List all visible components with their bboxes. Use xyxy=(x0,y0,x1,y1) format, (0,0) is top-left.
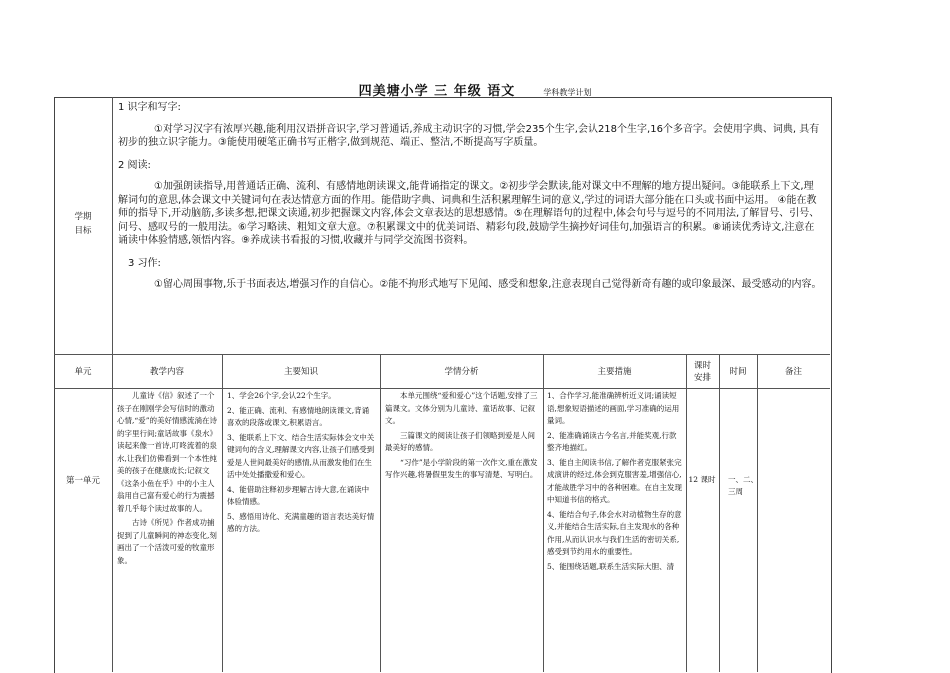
student-analysis: 本单元围绕“爱和爱心”这个话题,安排了三篇课文。文体分别为儿童诗、童话故事、记叙文。 三篇课文的阅读让孩子们领略到爱是人间最美好的感情。 “习作”是小学阶段的第一次作文,重在激发写作兴趣,将暑假里发生的事写清楚、写明白。 xyxy=(385,391,538,479)
grid-line xyxy=(380,354,381,672)
grid-line xyxy=(54,354,830,355)
grid-line xyxy=(686,354,687,672)
header-hours: 课时 安排 xyxy=(693,360,711,383)
literacy-heading: 1 识字和写字: xyxy=(118,102,181,113)
grid-line xyxy=(543,354,544,672)
goals-label: 学期 目标 xyxy=(74,212,92,236)
main-measures: 1、合作学习,能准确辨析近义词;诵读短语,想象短语描述的画面,学习准确的运用量词。 2、能准确诵读古今名言,并能奖观,行款整齐地描红。 3、能自主阅读书信,了解作者克服紧张完成演讲的经过,体会到克服害羞,增强信心,才能战胜学习中的各种困难。在自主发现中知道书信的格式。 4、能结合句子,体会水对动植物生存的意义,并能结合生活实际,自主发现水的各种作用,从而认识水与我们生活的密切关系,感受到节约用水的重要性。 5、能围绕话题,联系生活实际大胆、清 xyxy=(547,391,682,571)
title-main: 四美塘小学 三 年级 语文 xyxy=(358,84,516,99)
grid-line xyxy=(719,354,720,672)
literacy-text: ①对学习汉字有浓厚兴趣,能利用汉语拼音识字,学习普通话,养成主动识字的习惯,学会235个生字,会认218个生字,16个多音字。会使用字典、词典, 具有初步的独立识字能力。③能使用硬笔正确书写正楷字,做到规范、端正、整洁,不断提高写字质量。 xyxy=(118,123,820,148)
header-measures: 主要措施 xyxy=(597,366,632,377)
grid-line xyxy=(222,354,223,672)
grid-line xyxy=(54,388,830,389)
header-notes: 备注 xyxy=(784,366,802,377)
header-content: 教学内容 xyxy=(149,366,184,377)
reading-text: ①加强朗读指导,用普通话正确、流利、有感情地朗读课文,能背诵指定的课文。②初步学会默读,能对课文中不理解的地方提出疑问。③能联系上下文,理解词句的意思,体会课文中关键词句在表达情意方面的作用。能借助字典、词典和生活积累理解生词的意义,学过的词语大部分能在口头或书面中运用。 ④能在教师的指导下,开动脑筋,多读多想,把课文读通,初步把握课文内容,体会文章表达的思想感情。⑤在理解语句的过程中,体会句号与逗号的不同用法,了解冒号、引号、问号、感叹号的一般用法。⑥学习略读、粗知文章大意。⑦积累课文中的优美词语、精彩句段,鼓励学生摘抄好词佳句,加强语言的积累。⑧诵读优秀诗文,注意在诵读中体验情感,领悟内容。⑨养成读书看报的习惯,收藏并与同学交流图书资料。 xyxy=(118,181,820,246)
teaching-content: 儿童诗《信》叙述了一个孩子在刚刚学会写信时的激动心情,“爱”的美好情感流淌在诗的字里行间;童话故事《泉水》读起来像一首诗,叮咚流着的泉水,让我们仿佛看到一个本性纯美的孩子在健康成长;记叙文《这条小鱼在乎》中的小主人翁用自己富有爱心的行为震撼着几乎每个读过故事的人。 古诗《所见》作者成功捕捉到了儿童瞬间的神态变化,刻画出了一个活泼可爱的牧童形象。 xyxy=(117,391,218,565)
unit-name: 第一单元 xyxy=(65,476,100,486)
writing-heading: 3 习作: xyxy=(128,257,161,269)
header-knowledge: 主要知识 xyxy=(283,366,318,377)
header-unit: 单元 xyxy=(74,366,92,377)
schedule-weeks: 一、二、 三周 xyxy=(728,475,758,496)
writing-text: ①留心周围事物,乐于书面表达,增强习作的自信心。②能不拘形式地写下见闻、感受和想象,注意表现自己觉得新奇有趣的或印象最深、最受感动的内容。 xyxy=(154,279,822,290)
main-knowledge: 1、学会26个字,会认22个生字。 2、能正确、流利、有感情地朗读课文,背诵喜欢的段落或课文,积累语言。 3、能联系上下文、结合生活实际体会文中关键词句的含义,理解课文内容,让孩子们感受到爱是人世间最美好的感情,从而激发他们在生活中处处播撒爱和爱心。 4、能借助注释初步理解古诗大意,在诵读中体验情感。 5、感悟用诗化、充满童趣的语言表达美好情感的方法。 xyxy=(227,391,375,533)
title-subtitle: 学科教学计划 xyxy=(543,88,592,97)
reading-heading: 2 阅读: xyxy=(118,159,151,171)
header-analysis: 学情分析 xyxy=(444,366,479,377)
header-time: 时间 xyxy=(729,366,747,377)
grid-line xyxy=(757,354,758,672)
goals-content xyxy=(118,100,823,292)
class-hours: 12 课时 xyxy=(688,475,716,484)
